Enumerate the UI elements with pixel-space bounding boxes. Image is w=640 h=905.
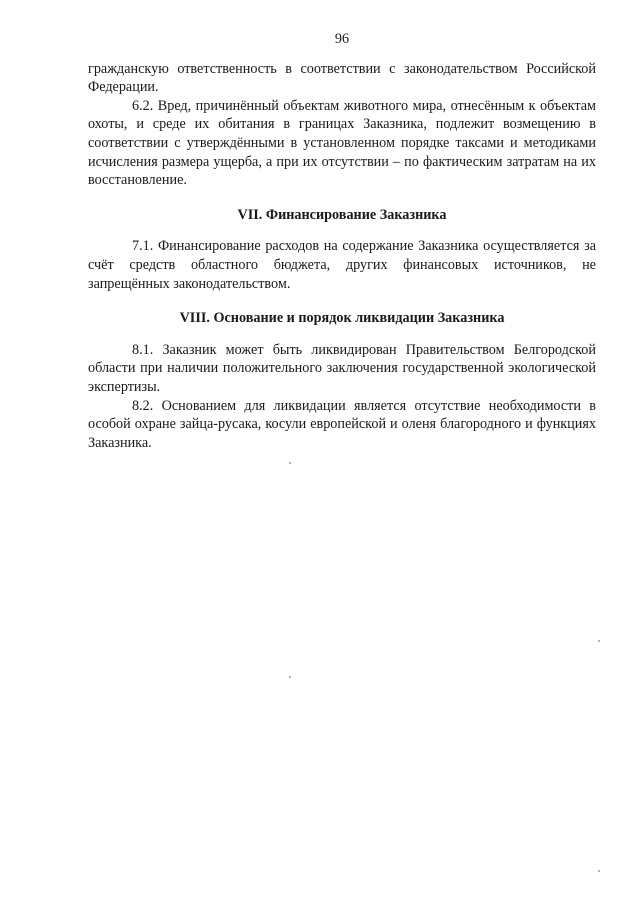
scan-speck — [598, 870, 600, 872]
document-page — [88, 30, 596, 452]
scan-speck — [289, 676, 291, 678]
paragraph-8-1: 8.1. Заказник может быть ликвидирован Правительством Белгородской области при наличии положительного заключения государственной экологической экспертизы. — [88, 341, 596, 395]
paragraph-6-1-continuation: гражданскую ответственность в соответствии с законодательством Российской Федерации. — [88, 60, 596, 96]
scan-speck — [598, 640, 600, 642]
paragraph-8-2: 8.2. Основанием для ликвидации является отсутствие необходимости в особой охране зайца-русака, косули европейской и оленя благородного и функциях Заказника. — [88, 397, 596, 451]
paragraph-7-1: 7.1. Финансирование расходов на содержание Заказника осуществляется за счёт средств областного бюджета, других финансовых источников, не запрещённых законодательством. — [88, 238, 596, 292]
paragraph-6-2: 6.2. Вред, причинённый объектам животного мира, отнесённым к объектам охоты, и среде их обитания в границах Заказника, подлежит возмещению в соответствии с утверждёнными в установленном порядке таксами и методиками исчисления размера ущерба, а при их отсутствии – по фактическим затратам на их восстановление. — [88, 97, 596, 189]
section-heading-viii: VIII. Основание и порядок ликвидации Заказника — [179, 310, 505, 327]
page-number: 96 — [334, 31, 350, 47]
section-heading-vii: VII. Финансирование Заказника — [237, 206, 447, 223]
scan-speck — [289, 462, 291, 464]
